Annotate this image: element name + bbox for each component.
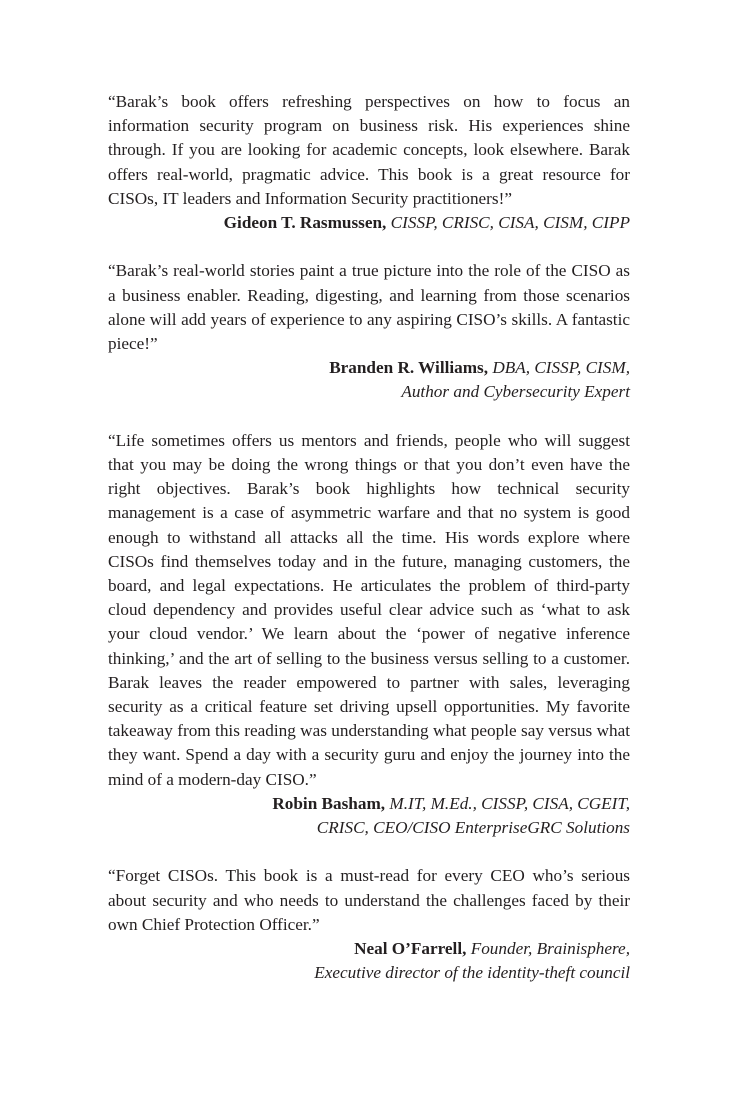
author-credentials: M.IT, M.Ed., CISSP, CISA, CGEIT, [389,793,630,813]
author-credentials-continued: Author and Cybersecurity Expert [401,382,630,402]
testimonial-attribution [108,937,630,985]
author-credentials-continued: Executive director of the identity-theft council [314,963,630,983]
author-credentials: DBA, CISSP, CISM, [492,358,630,378]
author-credentials: Founder, Brainisphere, [470,939,630,959]
testimonial-attribution [108,356,630,404]
author-name: Robin Basham, [272,793,386,813]
testimonial-quote: “Forget CISOs. This book is a must-read for every CEO who’s serious about security and who needs to understand the challenges faced by their own Chief Protection Officer.” [108,866,630,934]
author-name: Branden R. Williams, [329,358,489,378]
author-credentials-continued: CRISC, CEO/CISO EnterpriseGRC Solutions [316,818,630,838]
testimonial [108,259,630,404]
testimonial [108,864,630,985]
testimonial-quote: “Barak’s book offers refreshing perspectives on how to focus an information security program on business risk. His experiences shine through. If you are looking for academic concepts, look elsewhere. Barak offers real-world, pragmatic advice. This book is a great resource for CISOs, IT leaders and Information Security practitioners!” [108,92,630,208]
spacer [108,235,630,259]
author-name: Neal O’Farrell, [354,939,467,959]
spacer [108,405,630,429]
testimonial-attribution [108,211,630,235]
testimonial-quote: “Barak’s real-world stories paint a true picture into the role of the CISO as a business enabler. Reading, digesting, and learning from those scenarios alone will add years of experience to any aspiring CISO’s skills. A fantastic piece!” [108,261,630,354]
author-credentials: CISSP, CRISC, CISA, CISM, CIPP [390,213,630,233]
endorsements-page [108,90,630,985]
testimonial-attribution [108,792,630,840]
testimonial-quote: “Life sometimes offers us mentors and friends, people who will suggest that you may be doing the wrong things or that you don’t even have the right objectives. Barak’s book highlights how technical security management is a case of asymmetric warfare and that no system is good enough to withstand all attacks all the time. His words explore where CISOs find themselves today and in the future, managing customers, the board, and legal expectations. He articulates the problem of third-party cloud dependency and provides useful clear advice such as ‘what to ask your cloud vendor.’ We learn about the ‘power of negative inference thinking,’ and the art of selling to the business versus selling to a customer. Barak leaves the reader empowered to partner with sales, leveraging security as a critical feature set driving upsell opportunities. My favorite takeaway from this reading was understanding what people say versus what they want. Spend a day with a security guru and enjoy the journey into the mind of a modern-day CISO.” [108,430,630,789]
testimonial [108,429,630,840]
spacer [108,840,630,864]
testimonial [108,90,630,235]
author-name: Gideon T. Rasmussen, [223,213,387,233]
